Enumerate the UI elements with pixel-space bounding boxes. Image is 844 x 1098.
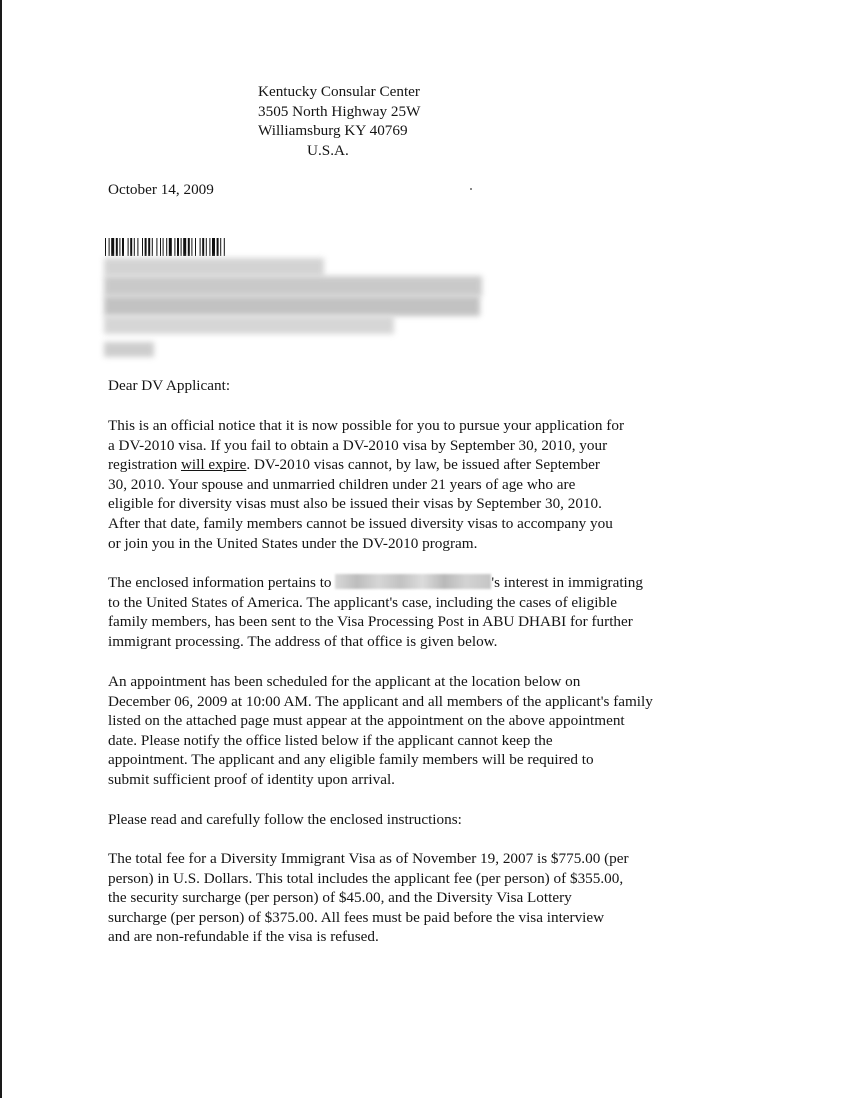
scan-speck (470, 188, 472, 190)
text-line: eligible for diversity visas must also be issued their visas by September 30, 2010. (108, 495, 602, 513)
barcode-bar (109, 238, 110, 256)
text-line: a DV-2010 visa. If you fail to obtain a DV-2010 visa by September 30, 2010, your (108, 436, 608, 454)
barcode-bar (166, 238, 167, 256)
text-line: person) in U.S. Dollars. This total includes the applicant fee (per person) of $355.00, (108, 869, 624, 887)
barcode-bar (134, 238, 135, 256)
paragraph-instructions (108, 810, 462, 830)
barcode-bar (209, 238, 210, 256)
barcode-bar (183, 238, 186, 256)
barcode (105, 238, 317, 256)
barcode-bar (105, 238, 106, 256)
redacted-applicant-name (335, 574, 491, 589)
barcode-bar (152, 238, 153, 256)
text-line: The total fee for a Diversity Immigrant Visa as of November 19, 2007 is $775.00 (per (108, 850, 629, 867)
scan-edge (0, 0, 2, 1098)
text-segment: . DV-2010 visas cannot, by law, be issued after September (246, 456, 600, 474)
address-country: U.S.A. (307, 142, 349, 159)
letter-date: October 14, 2009 (108, 181, 214, 198)
paragraph-registration-notice (108, 416, 624, 553)
address-line: 3505 North Highway 25W (258, 103, 421, 120)
barcode-bar (200, 238, 201, 256)
text-segment: 's interest in immigrating (491, 574, 643, 591)
text-line: After that date, family members cannot be issued diversity visas to accompany you (108, 514, 613, 532)
underlined-text: will expire (180, 456, 247, 474)
address-line: Kentucky Consular Center (258, 83, 420, 100)
barcode-bar (177, 238, 179, 256)
text-line: surcharge (per person) of $375.00. All fees must be paid before the visa interview (108, 908, 605, 926)
barcode-bar (160, 238, 161, 256)
barcode-bar (195, 238, 196, 256)
barcode-bar (217, 238, 219, 256)
barcode-bar (191, 238, 192, 256)
text-line: and are non-refundable if the visa is refused. (108, 928, 379, 946)
salutation: Dear DV Applicant: (108, 377, 231, 394)
barcode-bar (212, 238, 215, 256)
text-line (108, 573, 643, 593)
text-segment: The enclosed information pertains to (108, 574, 336, 591)
barcode-bar (130, 238, 132, 256)
paragraph-fees (108, 849, 629, 947)
barcode-bar (111, 238, 114, 256)
text-line: December 06, 2009 at 10:00 AM. The applicant and all members of the applicant's family (108, 692, 653, 710)
text-line: or join you in the United States under the DV-2010 program. (108, 534, 478, 552)
text-line: 30, 2010. Your spouse and unmarried children under 21 years of age who are (108, 475, 576, 493)
text-line: listed on the attached page must appear at the appointment on the above appointment (108, 712, 625, 730)
barcode-bar (220, 238, 221, 256)
barcode-bar (145, 238, 147, 256)
text-line: This is an official notice that it is now possible for you to pursue your application for (108, 417, 624, 434)
text-segment: registration (108, 456, 181, 474)
text-line: family members, has been sent to the Visa Processing Post in ABU DHABI for further (108, 613, 633, 631)
barcode-bar (163, 238, 164, 256)
barcode-bar (174, 238, 175, 256)
barcode-bar (202, 238, 204, 256)
barcode-bar (142, 238, 143, 256)
barcode-bar (148, 238, 150, 256)
text-line: to the United States of America. The applicant's case, including the cases of eligible (108, 593, 617, 611)
text-line: date. Please notify the office listed below if the applicant cannot keep the (108, 731, 553, 749)
barcode-bar (122, 238, 124, 256)
barcode-bar (156, 238, 157, 256)
barcode-bar (206, 238, 207, 256)
paragraph-case-forwarded (108, 573, 643, 651)
text-line: Please read and carefully follow the enclosed instructions: (108, 811, 462, 828)
barcode-bar (181, 238, 182, 256)
barcode-bar (116, 238, 118, 256)
text-line: An appointment has been scheduled for the applicant at the location below on (108, 673, 581, 690)
address-line: Williamsburg KY 40769 (258, 122, 408, 139)
paragraph-appointment (108, 672, 653, 790)
text-line: appointment. The applicant and any eligible family members will be required to (108, 751, 594, 769)
text-line: submit sufficient proof of identity upon arrival. (108, 770, 395, 788)
barcode-bar (128, 238, 129, 256)
barcode-bar (169, 238, 172, 256)
barcode-bar (137, 238, 138, 256)
barcode-bar (224, 238, 225, 256)
text-line: the security surcharge (per person) of $45.00, and the Diversity Visa Lottery (108, 889, 572, 907)
barcode-bar (188, 238, 190, 256)
barcode-bar (119, 238, 120, 256)
text-line (108, 455, 624, 475)
text-line: immigrant processing. The address of that office is given below. (108, 632, 498, 650)
